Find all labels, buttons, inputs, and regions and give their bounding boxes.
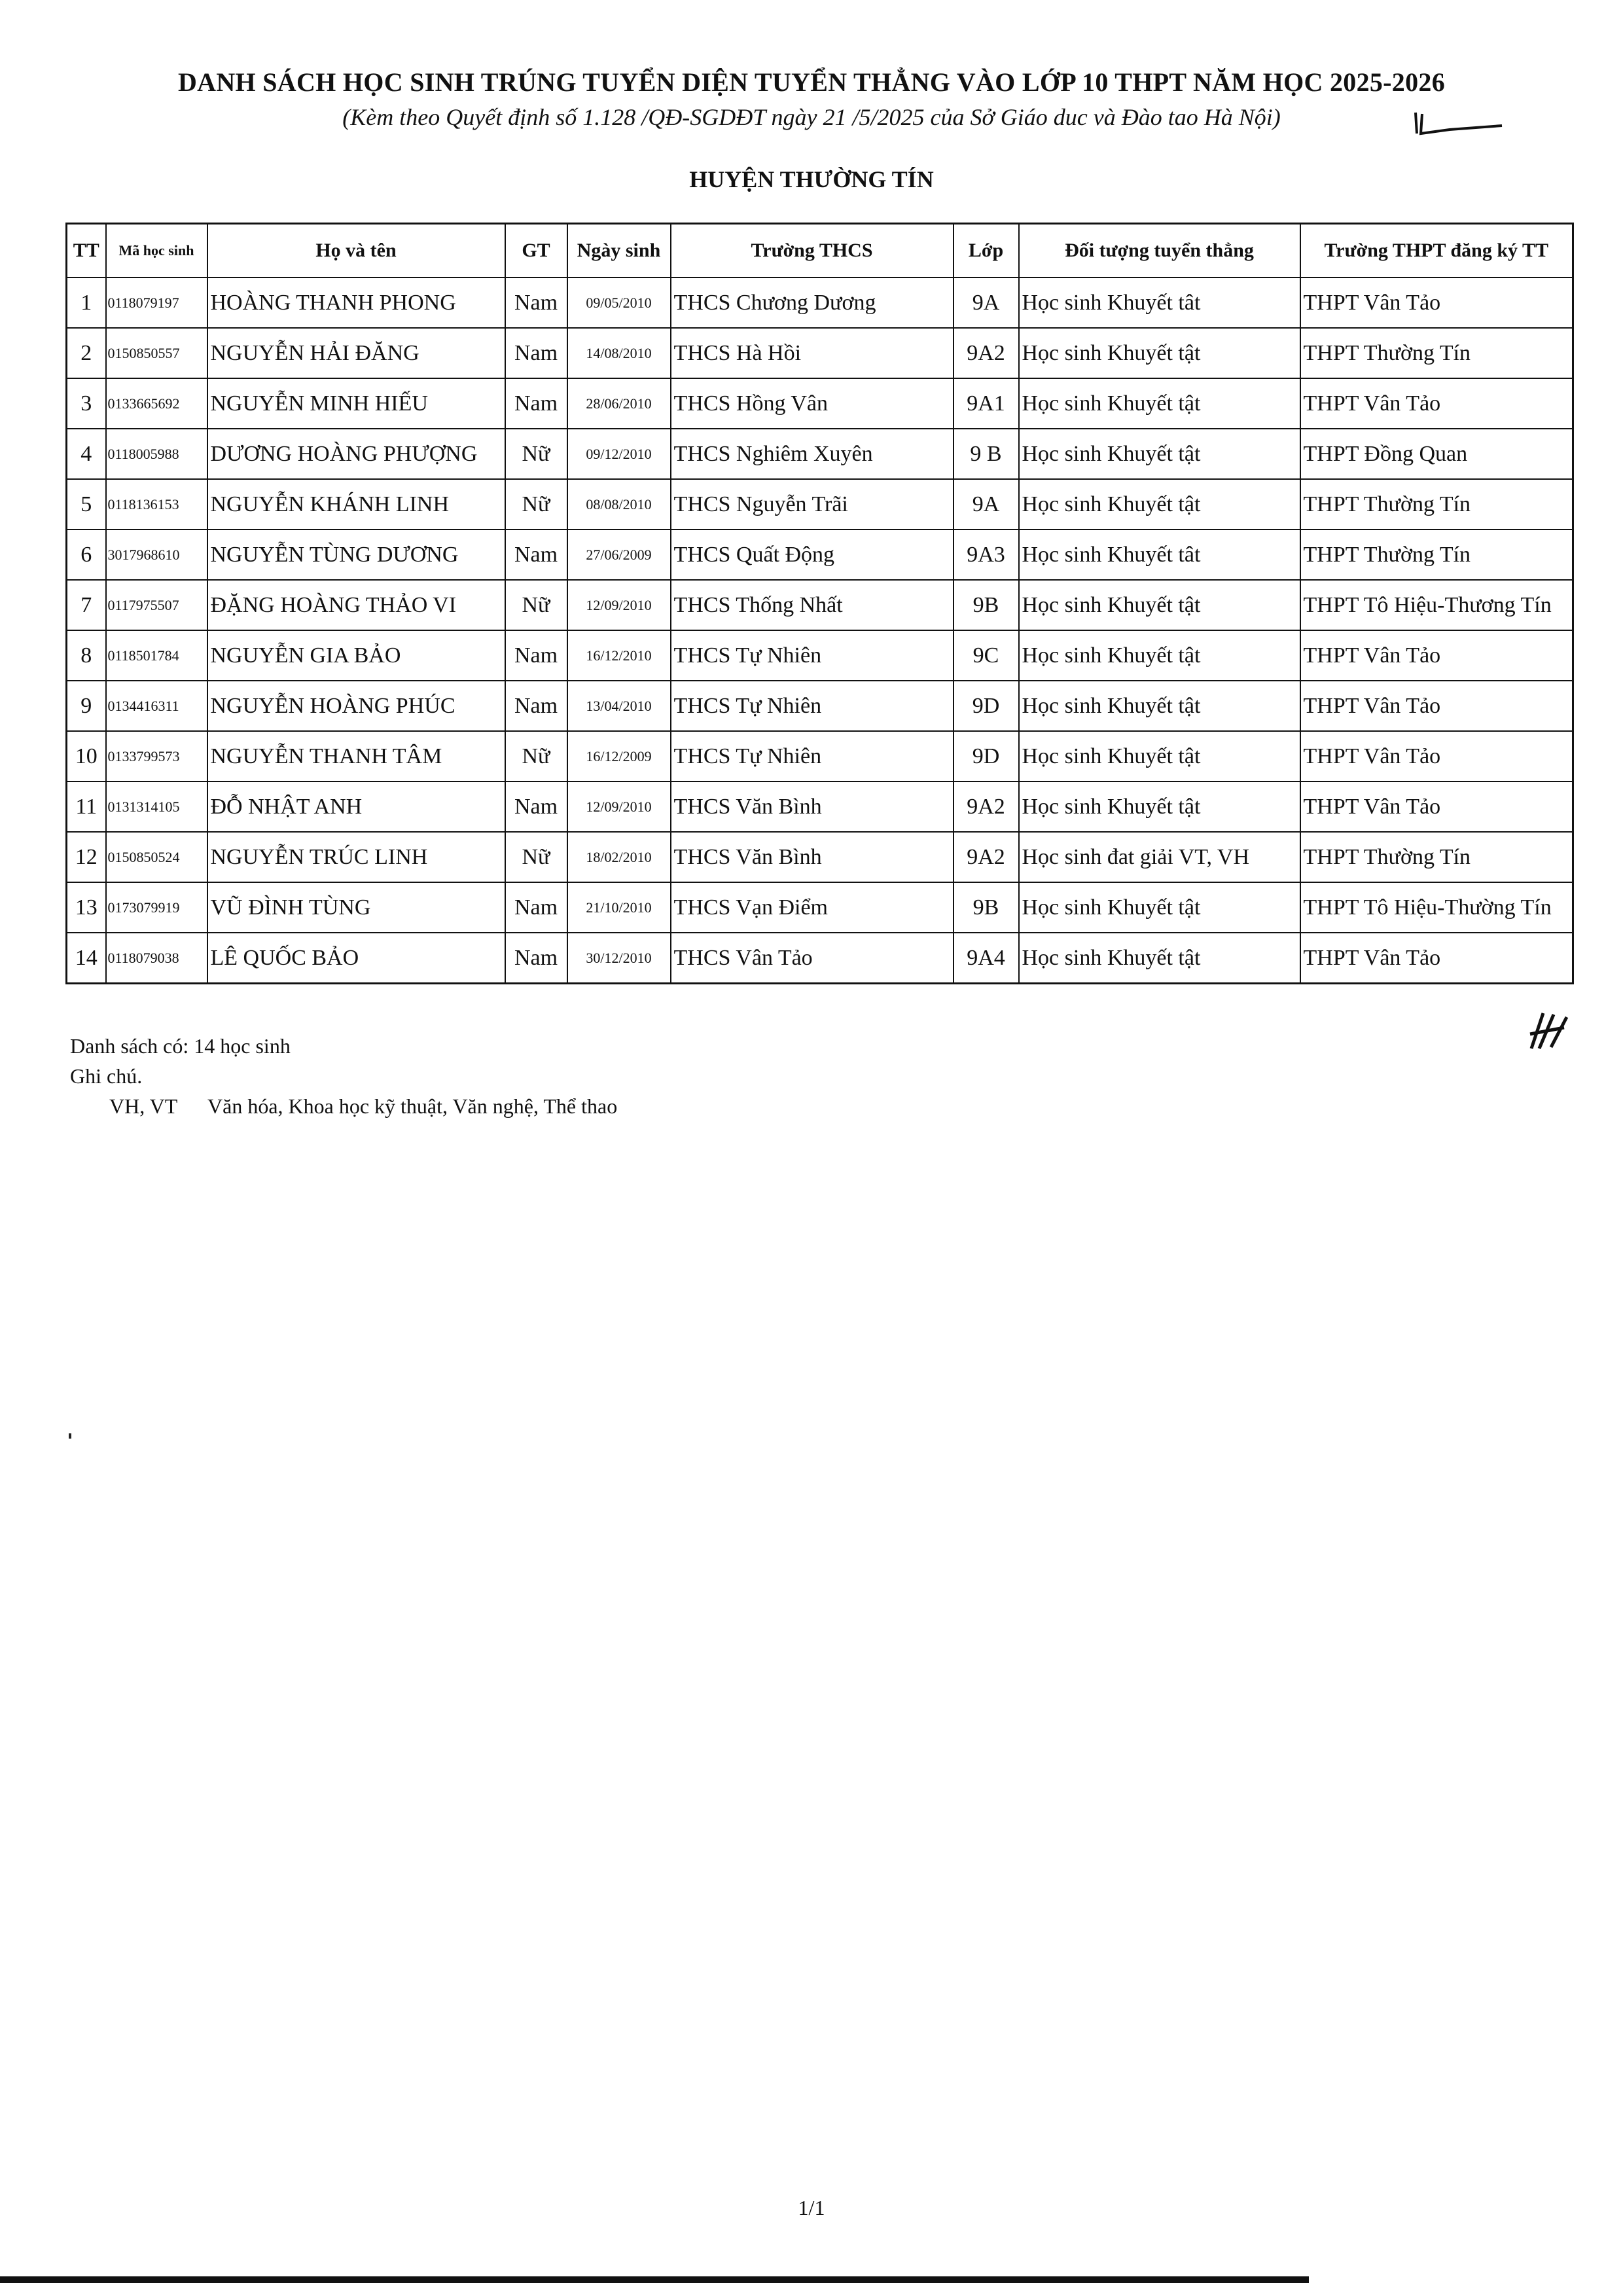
cell-gender: Nam xyxy=(505,328,567,378)
cell-secondary-school: THCS Chương Dương xyxy=(671,278,954,328)
cell-high-school: THPT Vân Tảo xyxy=(1300,933,1573,984)
cell-secondary-school: THCS Hồng Vân xyxy=(671,378,954,429)
scan-edge-rule xyxy=(0,2276,1309,2283)
header-secondary-school: Trường THCS xyxy=(671,224,954,278)
table-row xyxy=(67,832,1573,882)
cell-birth-date: 30/12/2010 xyxy=(567,933,671,984)
cell-gender: Nam xyxy=(505,933,567,984)
cell-full-name: NGUYỄN TÙNG DƯƠNG xyxy=(207,529,505,580)
cell-student-id: 0173079919 xyxy=(106,882,207,933)
cell-high-school: THPT Thường Tín xyxy=(1300,328,1573,378)
cell-student-id: 0117975507 xyxy=(106,580,207,630)
cell-gender: Nữ xyxy=(505,580,567,630)
cell-full-name: NGUYỄN HOÀNG PHÚC xyxy=(207,681,505,731)
cell-student-id: 0134416311 xyxy=(106,681,207,731)
cell-high-school: THPT Vân Tảo xyxy=(1300,781,1573,832)
cell-tt: 2 xyxy=(67,328,106,378)
cell-secondary-school: THCS Tự Nhiên xyxy=(671,731,954,781)
cell-tt: 10 xyxy=(67,731,106,781)
cell-secondary-school: THCS Văn Bình xyxy=(671,832,954,882)
cell-tt: 7 xyxy=(67,580,106,630)
handwritten-initials-icon xyxy=(1525,1008,1577,1054)
cell-birth-date: 13/04/2010 xyxy=(567,681,671,731)
cell-admission-category: Học sinh Khuyết tật xyxy=(1019,681,1300,731)
table-row xyxy=(67,630,1573,681)
cell-secondary-school: THCS Vân Tảo xyxy=(671,933,954,984)
cell-high-school: THPT Thường Tín xyxy=(1300,529,1573,580)
footer-notes xyxy=(70,1031,617,1121)
cell-full-name: NGUYỄN GIA BẢO xyxy=(207,630,505,681)
cell-tt: 12 xyxy=(67,832,106,882)
table-row xyxy=(67,731,1573,781)
cell-secondary-school: THCS Thống Nhất xyxy=(671,580,954,630)
student-table xyxy=(65,223,1574,984)
header-full-name: Họ và tên xyxy=(207,224,505,278)
cell-admission-category: Học sinh Khuyết tật xyxy=(1019,479,1300,529)
header-class: Lớp xyxy=(954,224,1019,278)
cell-birth-date: 16/12/2010 xyxy=(567,630,671,681)
cell-birth-date: 12/09/2010 xyxy=(567,781,671,832)
cell-birth-date: 09/12/2010 xyxy=(567,429,671,479)
cell-birth-date: 21/10/2010 xyxy=(567,882,671,933)
cell-birth-date: 28/06/2010 xyxy=(567,378,671,429)
cell-student-id: 0133799573 xyxy=(106,731,207,781)
cell-student-id: 0133665692 xyxy=(106,378,207,429)
cell-full-name: NGUYỄN KHÁNH LINH xyxy=(207,479,505,529)
cell-high-school: THPT Đồng Quan xyxy=(1300,429,1573,479)
header-gender: GT xyxy=(505,224,567,278)
cell-tt: 1 xyxy=(67,278,106,328)
table-row xyxy=(67,429,1573,479)
cell-full-name: NGUYỄN HẢI ĐĂNG xyxy=(207,328,505,378)
cell-secondary-school: THCS Nghiêm Xuyên xyxy=(671,429,954,479)
cell-high-school: THPT Vân Tảo xyxy=(1300,681,1573,731)
cell-tt: 6 xyxy=(67,529,106,580)
cell-full-name: HOÀNG THANH PHONG xyxy=(207,278,505,328)
cell-tt: 4 xyxy=(67,429,106,479)
table-row xyxy=(67,580,1573,630)
cell-student-id: 3017968610 xyxy=(106,529,207,580)
document-subtitle: (Kèm theo Quyết định số 1.128 /QĐ-SGDĐT ngày 21 /5/2025 của Sở Giáo duc và Đào tao Hà Nội) xyxy=(342,104,1281,130)
cell-full-name: ĐẶNG HOÀNG THẢO VI xyxy=(207,580,505,630)
cell-gender: Nam xyxy=(505,529,567,580)
cell-high-school: THPT Tô Hiệu-Thường Tín xyxy=(1300,882,1573,933)
cell-gender: Nam xyxy=(505,882,567,933)
cell-birth-date: 09/05/2010 xyxy=(567,278,671,328)
cell-admission-category: Học sinh Khuyết tật xyxy=(1019,328,1300,378)
student-count: Danh sách có: 14 học sinh xyxy=(70,1034,291,1058)
cell-student-id: 0118501784 xyxy=(106,630,207,681)
note-row xyxy=(70,1091,617,1121)
cell-tt: 8 xyxy=(67,630,106,681)
table-row xyxy=(67,529,1573,580)
scan-speck xyxy=(69,1433,71,1439)
cell-student-id: 0118005988 xyxy=(106,429,207,479)
cell-secondary-school: THCS Văn Bình xyxy=(671,781,954,832)
table-row xyxy=(67,278,1573,328)
cell-admission-category: Học sinh Khuyết tật xyxy=(1019,933,1300,984)
table-body xyxy=(67,278,1573,984)
cell-tt: 9 xyxy=(67,681,106,731)
cell-class: 9C xyxy=(954,630,1019,681)
cell-birth-date: 14/08/2010 xyxy=(567,328,671,378)
cell-birth-date: 27/06/2009 xyxy=(567,529,671,580)
table-row xyxy=(67,882,1573,933)
cell-student-id: 0150850557 xyxy=(106,328,207,378)
cell-class: 9B xyxy=(954,882,1019,933)
cell-full-name: DƯƠNG HOÀNG PHƯỢNG xyxy=(207,429,505,479)
cell-admission-category: Học sinh Khuyết tật xyxy=(1019,630,1300,681)
cell-admission-category: Học sinh đat giải VT, VH xyxy=(1019,832,1300,882)
cell-gender: Nữ xyxy=(505,832,567,882)
cell-admission-category: Học sinh Khuyết tật xyxy=(1019,429,1300,479)
header-high-school: Trường THPT đăng ký TT xyxy=(1300,224,1573,278)
cell-admission-category: Học sinh Khuyết tật xyxy=(1019,580,1300,630)
cell-class: 9A4 xyxy=(954,933,1019,984)
cell-secondary-school: THCS Quất Động xyxy=(671,529,954,580)
cell-gender: Nữ xyxy=(505,429,567,479)
cell-class: 9A2 xyxy=(954,781,1019,832)
cell-tt: 13 xyxy=(67,882,106,933)
cell-class: 9A xyxy=(954,278,1019,328)
cell-full-name: NGUYỄN THANH TÂM xyxy=(207,731,505,781)
cell-class: 9 B xyxy=(954,429,1019,479)
cell-birth-date: 08/08/2010 xyxy=(567,479,671,529)
cell-class: 9A2 xyxy=(954,832,1019,882)
cell-class: 9B xyxy=(954,580,1019,630)
cell-student-id: 0118079038 xyxy=(106,933,207,984)
note-abbreviation: VH, VT xyxy=(109,1094,178,1118)
cell-class: 9A1 xyxy=(954,378,1019,429)
cell-gender: Nam xyxy=(505,630,567,681)
cell-admission-category: Học sinh Khuyết tật xyxy=(1019,731,1300,781)
cell-gender: Nam xyxy=(505,681,567,731)
cell-secondary-school: THCS Vạn Điểm xyxy=(671,882,954,933)
table-row xyxy=(67,479,1573,529)
cell-full-name: VŨ ĐÌNH TÙNG xyxy=(207,882,505,933)
cell-gender: Nữ xyxy=(505,479,567,529)
cell-admission-category: Học sinh Khuyết tât xyxy=(1019,529,1300,580)
cell-student-id: 0118136153 xyxy=(106,479,207,529)
cell-secondary-school: THCS Tự Nhiên xyxy=(671,630,954,681)
note-text: Văn hóa, Khoa học kỹ thuật, Văn nghệ, Thể thao xyxy=(207,1094,618,1118)
cell-high-school: THPT Vân Tảo xyxy=(1300,278,1573,328)
table-row xyxy=(67,378,1573,429)
cell-secondary-school: THCS Hà Hồi xyxy=(671,328,954,378)
header-birth-date: Ngày sinh xyxy=(567,224,671,278)
cell-high-school: THPT Thường Tín xyxy=(1300,832,1573,882)
cell-full-name: NGUYỄN MINH HIẾU xyxy=(207,378,505,429)
cell-tt: 3 xyxy=(67,378,106,429)
cell-birth-date: 18/02/2010 xyxy=(567,832,671,882)
cell-class: 9A xyxy=(954,479,1019,529)
document-title: DANH SÁCH HỌC SINH TRÚNG TUYỂN DIỆN TUYỂN THẲNG VÀO LỚP 10 THPT NĂM HỌC 2025-2026 xyxy=(177,67,1446,97)
handwritten-mark-icon xyxy=(1410,106,1508,139)
cell-admission-category: Học sinh Khuyết tât xyxy=(1019,278,1300,328)
table-row xyxy=(67,328,1573,378)
cell-tt: 14 xyxy=(67,933,106,984)
note-label: Ghi chú. xyxy=(70,1064,143,1088)
cell-admission-category: Học sinh Khuyết tật xyxy=(1019,781,1300,832)
cell-student-id: 0118079197 xyxy=(106,278,207,328)
cell-gender: Nam xyxy=(505,378,567,429)
cell-full-name: LÊ QUỐC BẢO xyxy=(207,933,505,984)
cell-full-name: ĐỖ NHẬT ANH xyxy=(207,781,505,832)
cell-full-name: NGUYỄN TRÚC LINH xyxy=(207,832,505,882)
cell-class: 9A2 xyxy=(954,328,1019,378)
cell-high-school: THPT Thường Tín xyxy=(1300,479,1573,529)
cell-secondary-school: THCS Tự Nhiên xyxy=(671,681,954,731)
header-tt: TT xyxy=(67,224,106,278)
cell-high-school: THPT Vân Tảo xyxy=(1300,378,1573,429)
cell-class: 9D xyxy=(954,681,1019,731)
cell-admission-category: Học sinh Khuyết tật xyxy=(1019,378,1300,429)
cell-tt: 11 xyxy=(67,781,106,832)
cell-class: 9D xyxy=(954,731,1019,781)
table-header-row xyxy=(67,224,1573,278)
table-row xyxy=(67,933,1573,984)
table-row xyxy=(67,781,1573,832)
cell-admission-category: Học sinh Khuyết tật xyxy=(1019,882,1300,933)
cell-secondary-school: THCS Nguyễn Trãi xyxy=(671,479,954,529)
cell-student-id: 0131314105 xyxy=(106,781,207,832)
cell-high-school: THPT Vân Tảo xyxy=(1300,731,1573,781)
page-number: 1/1 xyxy=(798,2196,825,2219)
district-heading: HUYỆN THƯỜNG TÍN xyxy=(689,166,934,192)
cell-birth-date: 12/09/2010 xyxy=(567,580,671,630)
cell-gender: Nam xyxy=(505,781,567,832)
cell-gender: Nam xyxy=(505,278,567,328)
header-student-id: Mã học sinh xyxy=(106,224,207,278)
header-admission-category: Đối tượng tuyển thẳng xyxy=(1019,224,1300,278)
cell-tt: 5 xyxy=(67,479,106,529)
cell-student-id: 0150850524 xyxy=(106,832,207,882)
table-row xyxy=(67,681,1573,731)
cell-high-school: THPT Tô Hiệu-Thương Tín xyxy=(1300,580,1573,630)
cell-high-school: THPT Vân Tảo xyxy=(1300,630,1573,681)
cell-birth-date: 16/12/2009 xyxy=(567,731,671,781)
cell-gender: Nữ xyxy=(505,731,567,781)
cell-class: 9A3 xyxy=(954,529,1019,580)
